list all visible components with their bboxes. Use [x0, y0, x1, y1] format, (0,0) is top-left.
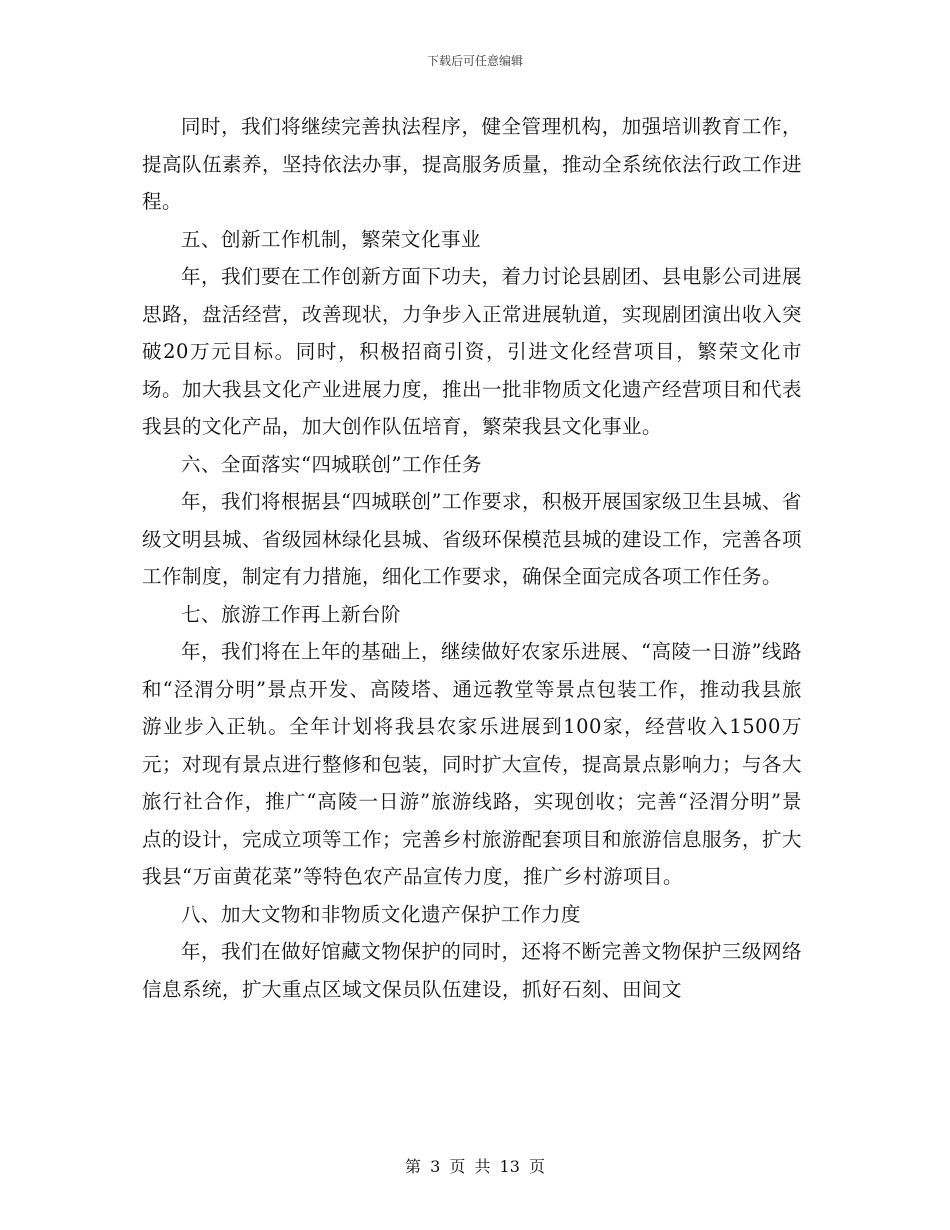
paragraph-section-7: 年，我们将在上年的基础上，继续做好农家乐进展、“高陵一日游”线路和“泾渭分明”景点开发、高陵塔、通远教堂等景点包装工作，推动我县旅游业步入正轨。全年计划将我县农家乐进展到100家，经营收入1500万元；对现有景点进行整修和包装，同时扩大宣传，提高景点影响力；与各大旅行社合作，推广“高陵一日游”旅游线路，实现创收；完善“泾渭分明”景点的设计，完成立项等工作；完善乡村旅游配套项目和旅游信息服务，扩大我县“万亩黄花菜”等特色农产品宣传力度，推广乡村游项目。 [142, 640, 803, 888]
section-heading-5: 五、创新工作机制，繁荣文化事业 [181, 227, 482, 251]
page-number-footer: 第 3 页 共 13 页 [405, 1157, 545, 1176]
section-heading-6: 六、全面落实“四城联创”工作任务 [181, 452, 482, 476]
section-heading-8: 八、加大文物和非物质文化遗产保护工作力度 [181, 902, 582, 926]
paragraph-continuation: 同时，我们将继续完善执法程序，健全管理机构，加强培训教育工作，提高队伍素养，坚持依法办事，提高服务质量，推动全系统依法行政工作进程。 [142, 115, 803, 213]
section-heading-7: 七、旅游工作再上新台阶 [181, 602, 402, 626]
document-body [142, 108, 802, 1008]
paragraph-section-6: 年，我们将根据县“四城联创”工作要求，积极开展国家级卫生县城、省级文明县城、省级园林绿化县城、省级环保模范县城的建设工作，完善各项工作制度，制定有力措施，细化工作要求，确保全面完成各项工作任务。 [142, 490, 803, 588]
page-header: 下载后可任意编辑 [426, 54, 523, 68]
paragraph-section-5: 年，我们要在工作创新方面下功夫，着力讨论县剧团、县电影公司进展思路，盘活经营，改善现状，力争步入正常进展轨道，实现剧团演出收入突破20万元目标。同时，积极招商引资，引进文化经营项目，繁荣文化市场。加大我县文化产业进展力度，推出一批非物质文化遗产经营项目和代表我县的文化产品，加大创作队伍培育，繁荣我县文化事业。 [142, 265, 803, 438]
paragraph-section-8: 年，我们在做好馆藏文物保护的同时，还将不断完善文物保护三级网络信息系统，扩大重点区域文保员队伍建设，抓好石刻、田间文 [142, 940, 802, 1001]
